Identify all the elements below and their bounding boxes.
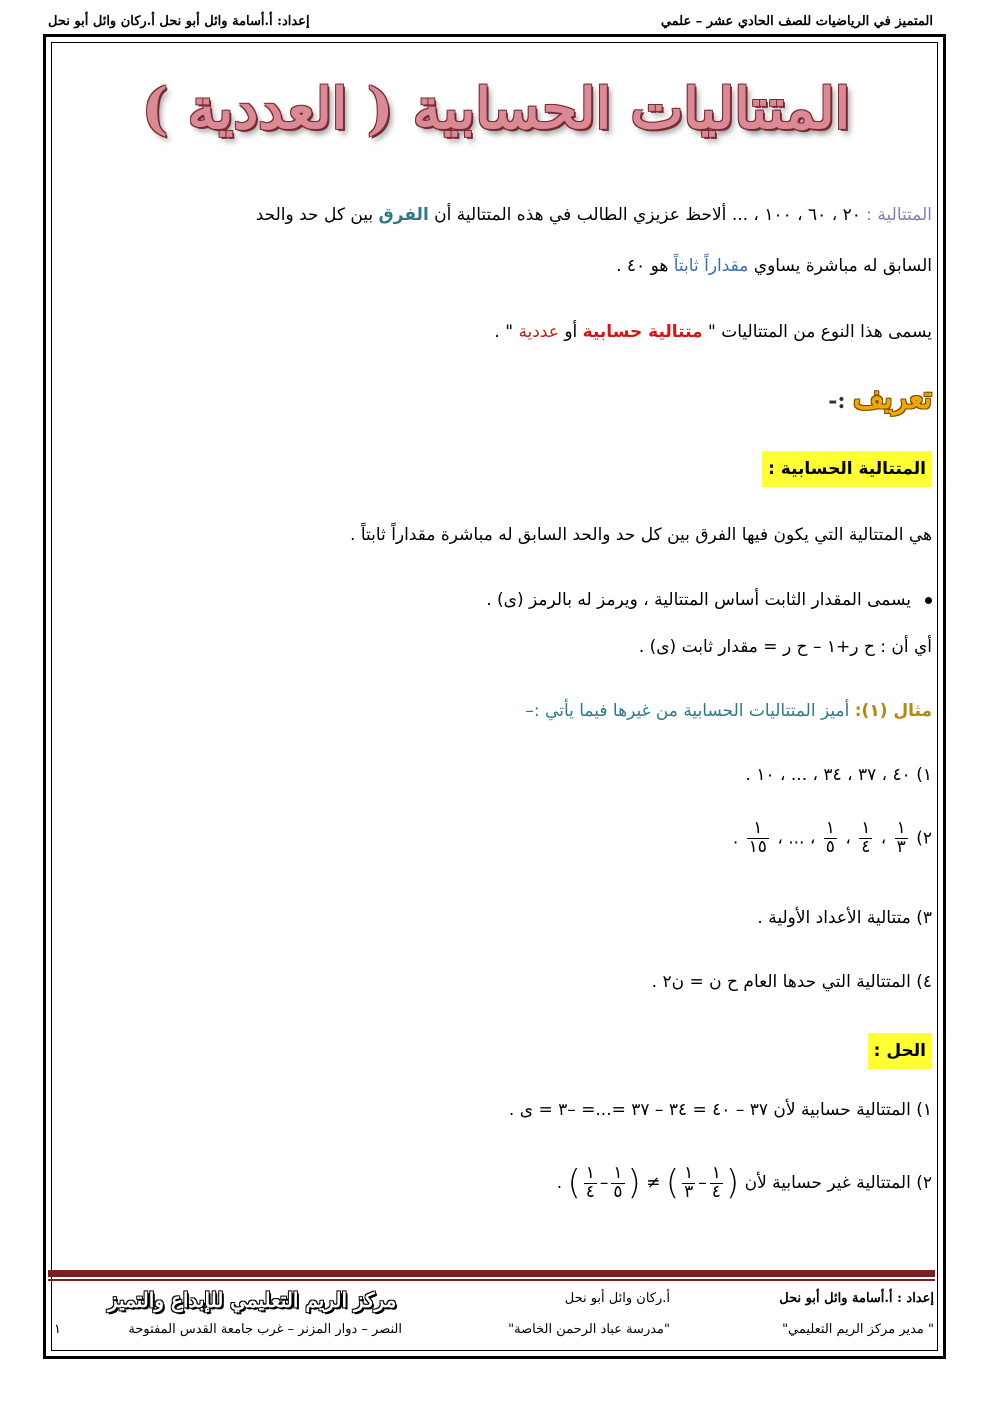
intro-line-1: [60, 205, 932, 225]
s2-fraction-2: $\frac{١}{٣}$: [684, 1162, 694, 1202]
page-frame: [43, 34, 946, 1359]
footer-role-1: " مدير مركز الريم التعليمي": [782, 1322, 934, 1337]
intro-text-1: ألاحظ عزيزي الطالب في هذه المتتالية أن: [428, 205, 732, 225]
intro-label: المتتالية :: [866, 205, 932, 225]
fraction-3: $\frac{١}{٥}$: [825, 818, 835, 857]
footer-rule-thin: [48, 1279, 935, 1281]
definition-heading: [828, 381, 932, 416]
footer-co-author: أ.ركان وائل أبو نحل: [564, 1291, 670, 1306]
item-3: ٣) متتالية الأعداد الأولية .: [757, 908, 932, 928]
sep: ،: [880, 828, 887, 849]
item-1: ١) ٤٠ ، ٣٧ ، ٣٤ ، ... ، ١٠ .: [745, 765, 932, 785]
header-book-title: المتميز في الرياضيات للصف الحادي عشر – علمي: [660, 14, 933, 29]
naming-c: " .: [494, 322, 519, 342]
intro-line2-a: السابق له مباشرة يساوي: [748, 256, 932, 276]
page-frame-inner: [51, 42, 938, 1351]
header-authors: إعداد: أ.أسامة وائل أبو نحل أ.ركان وائل أبو نحل: [48, 14, 310, 29]
fraction-4: $\frac{١}{١٥}$: [748, 818, 767, 857]
naming-a: يسمى هذا النوع من المتتاليات ": [702, 322, 932, 342]
definition-word: تعريف: [853, 381, 932, 416]
example-label: مثال (١):: [854, 701, 932, 721]
keyword-arithmetic: متتالية حسابية: [582, 322, 703, 342]
bullet-text: يسمى المقدار الثابت أساس المتتالية ، ويرمز له بالرمز (ى) .: [486, 590, 911, 610]
naming-b: أو: [558, 322, 583, 342]
item-2: [60, 820, 932, 857]
intro-text-2: بين كل حد والحد: [255, 205, 379, 225]
item-2-prefix: ٢): [916, 828, 932, 849]
definition-box: المتتالية الحسابية :: [762, 451, 932, 487]
footer-role-2: "مدرسة عباد الرحمن الخاصة": [508, 1322, 670, 1337]
sep: ،: [777, 828, 783, 849]
definition-mark: :-: [828, 388, 854, 414]
formula-line: أي أن : ح ر+١ – ح ر = مقدار ثابت (ى) .: [638, 637, 932, 657]
footer-prepared-by: إعداد : أ.أسامة وائل أبو نحل: [779, 1291, 934, 1306]
footer-address: النصر – دوار المزنر – غرب جامعة القدس المفتوحة: [128, 1322, 402, 1337]
example-text: أميز المتتاليات الحسابية من غيرها فيما يأتي :–: [525, 701, 855, 721]
sep: ،: [809, 828, 816, 849]
fraction-2: $\frac{١}{٤}$: [861, 818, 871, 857]
definition-text: هي المتتالية التي يكون فيها الفرق بين كل حد والحد السابق له مباشرة مقداراً ثابتاً .: [350, 525, 932, 545]
solution-box: الحل :: [868, 1033, 932, 1069]
solution-2-end: .: [556, 1173, 563, 1193]
ellipsis: ...: [788, 828, 805, 849]
bullet-icon: [925, 597, 932, 604]
keyword-numeric: عددية: [518, 322, 559, 342]
footer-rule: [48, 1270, 935, 1277]
keyword-difference: الفرق: [378, 205, 429, 225]
footer-logo: مركز الريم التعليمي للإبداع والتميز: [108, 1288, 397, 1312]
keyword-constant: مقداراً ثابتاً: [673, 256, 749, 276]
not-equal: ≠: [646, 1173, 661, 1193]
page-number: ١: [54, 1322, 61, 1337]
solution-2: ٢) المتتالية غير حسابية لأن ( $\frac{١}{٤}$ – $\frac{١}{٣}$ ) ≠ ( $\frac{١}{٥}$ – $\frac{١}{٤}$ ) .: [556, 1162, 932, 1203]
solution-2-prefix: ٢) المتتالية غير حسابية لأن: [744, 1173, 932, 1193]
item-2-end: .: [732, 828, 739, 849]
naming-line: [60, 322, 932, 342]
s2-fraction-3: $\frac{١}{٥}$: [613, 1162, 623, 1202]
bullet-line: [60, 590, 932, 610]
example-line: [60, 701, 932, 721]
solution-1: ١) المتتالية حسابية لأن ٣٧ – ٤٠ = ٣٤ – ٣٧ =...= –٣ = ى .: [508, 1100, 932, 1120]
fraction-1: $\frac{١}{٣}$: [896, 818, 906, 857]
page-header: [48, 6, 933, 32]
s2-fraction-1: $\frac{١}{٤}$: [711, 1162, 721, 1202]
sep: ،: [845, 828, 851, 849]
item-4: ٤) المتتالية التي حدها العام ح ن = ن٢ .: [651, 972, 932, 992]
page-title: المتتاليات الحسابية ( العددية ): [141, 76, 851, 142]
intro-line2-b: هو ٤٠ .: [616, 256, 674, 276]
s2-fraction-4: $\frac{١}{٤}$: [585, 1162, 595, 1202]
intro-sequence: ٢٠ ، ٦٠ ، ١٠٠ ، ...: [731, 205, 867, 225]
intro-line-2: [60, 256, 932, 276]
